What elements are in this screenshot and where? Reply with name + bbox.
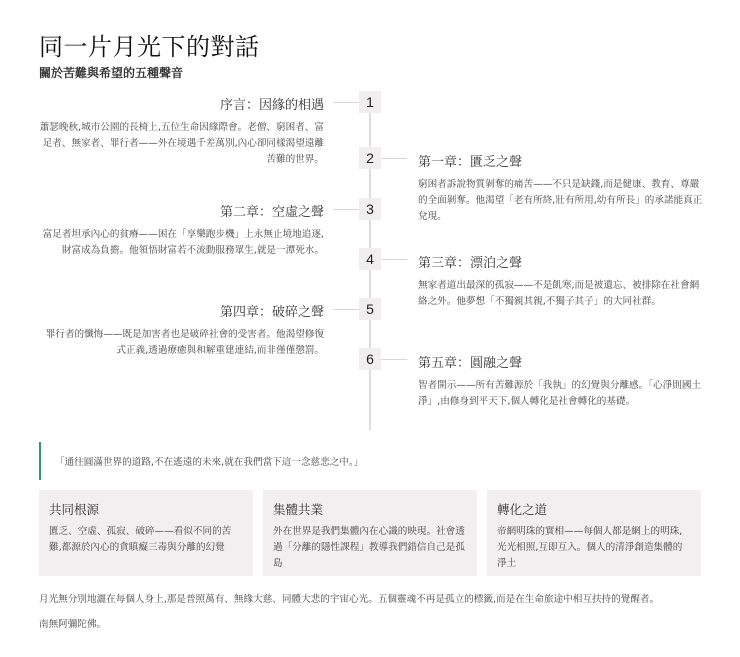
connector-4 [381,259,407,260]
timeline-node-6: 6 [359,348,381,370]
entry-heading: 第一章：匱乏之聲 [418,155,523,170]
entry-text: 窮困者訴說物質剝奪的痛苦——不只是缺錢,而是健康、教育、尊嚴的全面剝奪。他渴望「老有所終,壯有所用,幼有所長」的承諾能真正兌現。 [418,179,703,222]
timeline-node-4: 4 [359,248,381,270]
connector-3 [333,209,359,210]
timeline-entry-chapter-3 [418,252,703,310]
timeline-entry-chapter-2 [39,201,324,259]
card-heading: 轉化之道 [497,502,548,517]
quote-block [39,442,701,480]
entry-text: 富足者坦承內心的貧瘠——困在「享樂跑步機」上永無止境地追逐,財富成為負擔。他領悟財富若不流動服務眾生,就是一潭死水。 [42,229,324,256]
closing-blessing: 南無阿彌陀佛。 [39,619,107,630]
entry-heading: 序言：因緣的相遇 [219,98,324,113]
closing-paragraph: 月光無分別地灑在每個人身上,那是普照萬有、無緣大慈、同體大悲的宇宙心光。五個靈魂不再是孤立的標籤,而是在生命旅途中相互扶持的覺醒者。 [39,594,660,605]
entry-text: 無家者道出最深的孤寂——不是飢寒,而是被遺忘、被排除在社會網絡之外。他夢想「不獨親其親,不獨子其子」的大同社群。 [418,280,700,307]
timeline-node-3: 3 [359,198,381,220]
page-title: 同一片月光下的對話 [39,33,260,61]
connector-6 [381,359,407,360]
timeline-entry-chapter-1 [418,151,703,225]
card-text: 帝網明珠的實相——每個人都是網上的明珠,光光相照,互即互入。個人的清淨創造集體的淨土 [497,526,683,569]
card-text: 外在世界是我們集體內在心識的映現。社會透過「分離的隱性課程」教導我們錯信自己是孤島 [273,526,465,569]
timeline-entry-chapter-5 [418,352,703,410]
card-transformation [487,490,701,576]
entry-heading: 第五章：圓融之聲 [418,356,523,371]
entry-heading: 第四章：破碎之聲 [219,305,324,320]
entry-heading: 第二章：空虛之聲 [219,205,324,220]
connector-5 [333,309,359,310]
timeline-entry-prologue [39,94,324,168]
connector-2 [381,158,407,159]
entry-text: 罪行者的懺悔——既是加害者也是破碎社會的受害者。他渴望修復式正義,透過療癒與和解重建連結,而非僅僅懲罰。 [45,329,324,356]
connector-1 [333,102,359,103]
timeline-node-2: 2 [359,147,381,169]
page-subtitle: 關於苦難與希望的五種聲音 [39,66,184,80]
card-collective-karma [263,490,477,576]
entry-heading: 第三章：漂泊之聲 [418,256,523,271]
card-common-root [39,490,253,576]
entry-text: 智者開示——所有苦難源於「我執」的幻覺與分離感。「心淨則國土淨」,由修身到平天下,個人轉化是社會轉化的基礎。 [418,380,702,407]
card-heading: 共同根源 [49,502,100,517]
card-text: 匱乏、空虛、孤寂、破碎——看似不同的苦難,都源於內心的貪瞋癡三毒與分離的幻覺 [49,526,232,553]
timeline-node-1: 1 [359,91,381,113]
card-heading: 集體共業 [273,502,324,517]
entry-text: 蕭瑟晚秋,城市公園的長椅上,五位生命因緣際會。老僧、窮困者、富足者、無家者、罪行者——外在境遇千差萬別,內心卻同樣渴望遠離苦難的世界。 [39,122,324,165]
quote-text: 「通往圓滿世界的道路,不在遙遠的未來,就在我們當下這一念慈悲之中。」 [55,457,364,468]
insight-cards [39,490,701,576]
timeline-entry-chapter-4 [39,301,324,359]
timeline-node-5: 5 [359,298,381,320]
